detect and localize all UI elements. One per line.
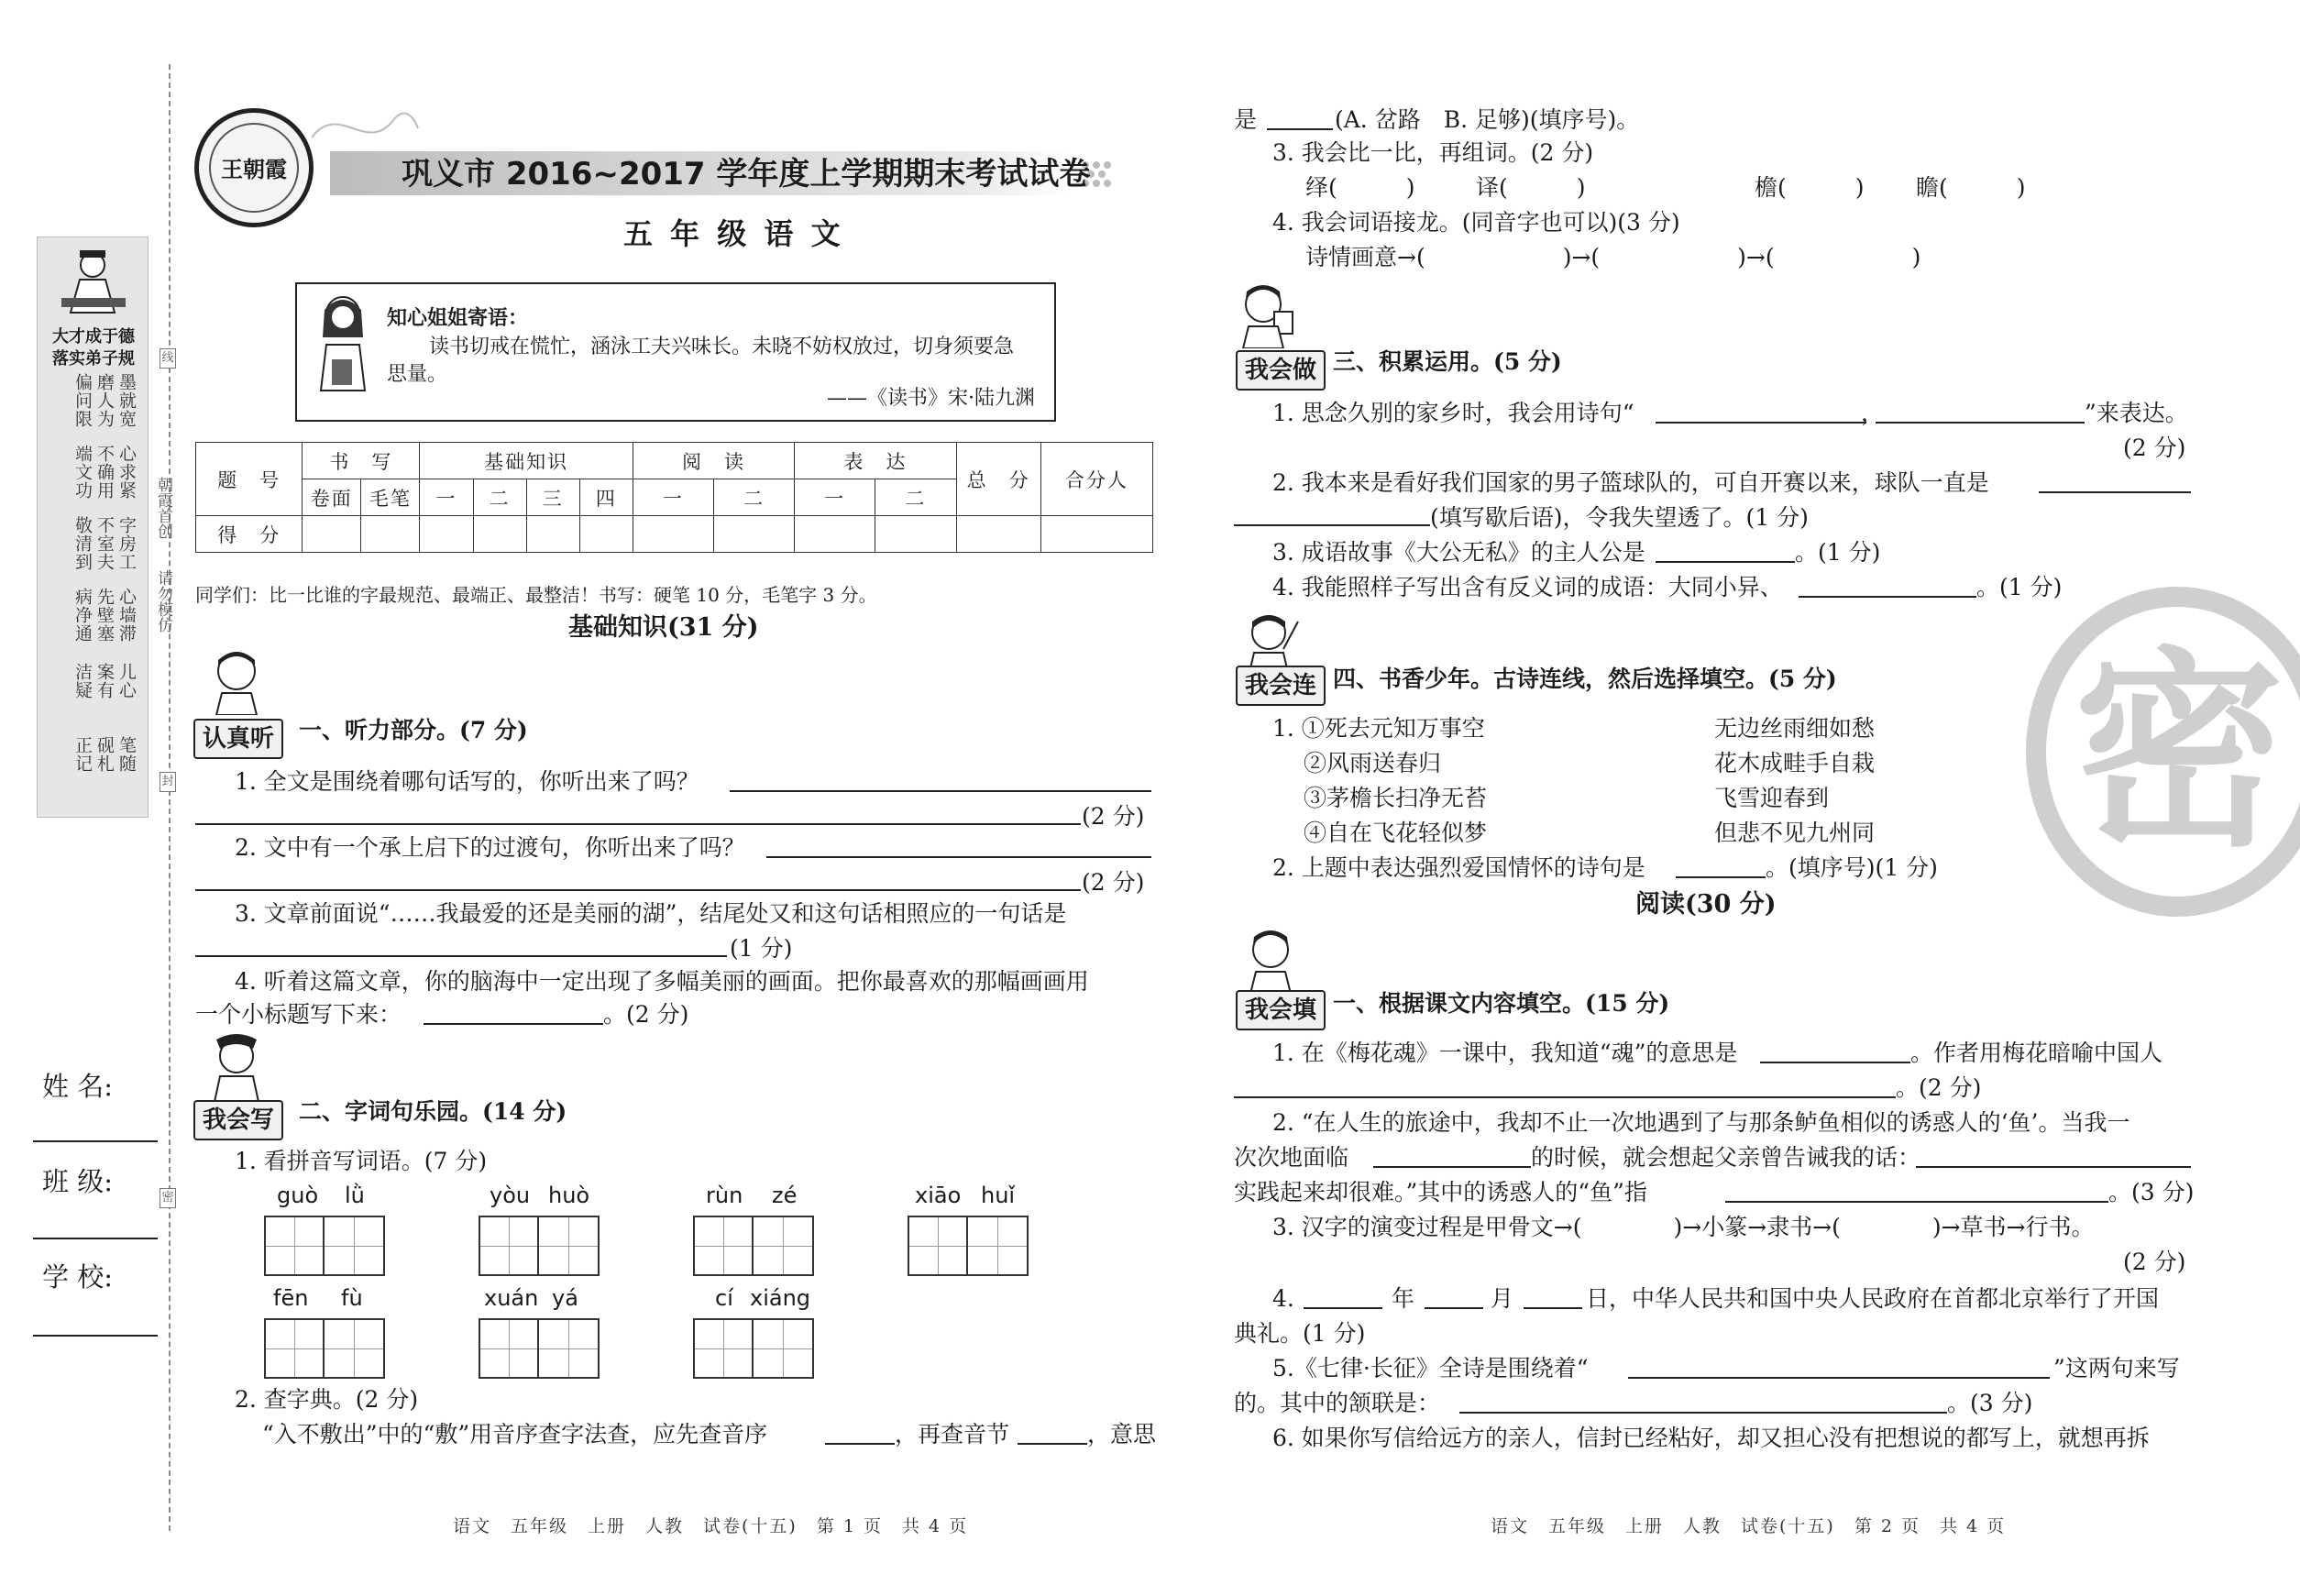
- section-words-title: 二、字词句乐园。(14 分): [299, 1098, 567, 1125]
- writing-grid[interactable]: [479, 1318, 600, 1379]
- answer-line[interactable]: [1916, 1166, 2191, 1168]
- question-r1: 。(2 分): [1896, 1074, 1982, 1101]
- poem-left[interactable]: 1. ①死去元知万事空: [1272, 715, 1485, 742]
- section-accumulate-title: 三、积累运用。(5 分): [1333, 348, 1562, 375]
- seal-mark-secret: 密: [160, 1188, 176, 1208]
- advice-title: 知心姐姐寄语：: [387, 306, 529, 330]
- answer-line[interactable]: [1234, 524, 1430, 526]
- pinyin-label: guò: [277, 1183, 319, 1208]
- answer-line[interactable]: [1459, 1412, 1947, 1414]
- continued-text: 是: [1234, 106, 1258, 133]
- question-1-4-cont: 一个小标题写下来：: [195, 1001, 402, 1028]
- score-cell[interactable]: [420, 516, 473, 553]
- score-header: 合分人: [1040, 443, 1152, 516]
- compare-item: 绎( ): [1305, 174, 1415, 201]
- section-poems-title: 四、书香少年。古诗连线，然后选择填空。(5 分): [1333, 666, 1837, 692]
- motto-column: 字房工: [116, 516, 137, 571]
- question-r5: 的。其中的颔联是：: [1234, 1390, 1441, 1416]
- question-r4: 月: [1491, 1285, 1514, 1312]
- pinyin-label: cí: [715, 1285, 733, 1311]
- section-title-reading: 阅读(30 分): [1635, 890, 1777, 919]
- question-4-2: 2. 上题中表达强烈爱国情怀的诗句是: [1272, 854, 1645, 881]
- score-subheader: 四: [579, 479, 633, 516]
- motto-column: 正记: [72, 736, 93, 773]
- answer-line[interactable]: [1234, 1096, 1896, 1098]
- question-r1: 。作者用梅花暗喻中国人: [1910, 1040, 2163, 1066]
- score-header: 总 分: [956, 443, 1040, 516]
- writing-grid[interactable]: [693, 1216, 814, 1276]
- motto-column: 端文功: [72, 445, 93, 500]
- score-header: 阅 读: [633, 443, 794, 479]
- score-cell[interactable]: [795, 516, 875, 553]
- question-compare: 3. 我会比一比，再组词。(2 分): [1272, 139, 1594, 166]
- section-listening-title: 一、听力部分。(7 分): [299, 717, 528, 743]
- question-r2: 次次地面临: [1234, 1144, 1349, 1171]
- binding-cut-line: [169, 64, 171, 1531]
- answer-line[interactable]: [1760, 1062, 1910, 1063]
- motto-sidebar: [37, 237, 149, 818]
- name-field[interactable]: [33, 1140, 158, 1142]
- dictionary-question: 2. 查字典。(2 分): [235, 1386, 419, 1413]
- score-subheader: 二: [875, 479, 956, 516]
- pinyin-label: xiáng: [750, 1285, 811, 1311]
- question-r3: 3. 汉字的演变过程是甲骨文→( )→小篆→隶书→( )→草书→行书。: [1272, 1214, 2095, 1240]
- question-score: 。(2 分): [603, 1001, 689, 1028]
- compare-item: 檐( ): [1755, 174, 1865, 201]
- motto-column: 病净通: [72, 588, 93, 643]
- motto-column: 先壁塞: [94, 588, 115, 643]
- page-footer-right: 语文 五年级 上册 人教 试卷(十五) 第 2 页 共 4 页: [1491, 1516, 2007, 1536]
- writing-note: 同学们：比一比谁的字最规范、最端正、最整洁！书写：硬笔 10 分，毛笔字 3 分。: [195, 584, 877, 606]
- question-r2: 实践起来却很难。”其中的诱惑人的“鱼”指: [1234, 1179, 1647, 1205]
- question-r1: 1. 在《梅花魂》一课中，我知道“魂”的意思是: [1272, 1040, 1738, 1066]
- poem-right[interactable]: 但悲不见九州同: [1714, 820, 1876, 846]
- score-table: [195, 442, 1153, 553]
- advice-body-1: 读书切戒在慌忙，涵泳工夫兴味长。未晓不妨权放过，切身须要急: [429, 336, 1015, 358]
- score-cell[interactable]: [633, 516, 713, 553]
- answer-line[interactable]: [424, 1023, 603, 1025]
- question-3-3: 。(1 分): [1795, 539, 1881, 566]
- answer-line[interactable]: [1628, 1377, 2050, 1379]
- tag-do: 我会做: [1236, 350, 1326, 391]
- score-header: 基础知识: [420, 443, 633, 479]
- answer-line[interactable]: [766, 856, 1151, 858]
- pinyin-label: huò: [548, 1183, 590, 1208]
- writing-grid[interactable]: [479, 1216, 600, 1276]
- exam-subject: 五 年 级 语 文: [623, 216, 844, 251]
- answer-line[interactable]: [1676, 876, 1766, 878]
- motto-column: 心求紧: [116, 445, 137, 500]
- pinyin-label: xuán: [484, 1285, 539, 1311]
- exam-title: 巩义市 2016~2017 学年度上学期期末考试试卷: [402, 156, 1091, 193]
- answer-line[interactable]: [1725, 1201, 2108, 1203]
- score-subheader: 卷面: [303, 479, 361, 516]
- motto-column: 儿心: [116, 663, 137, 699]
- seal-mark-seal: 封: [160, 772, 176, 792]
- answer-line[interactable]: [1524, 1307, 1582, 1309]
- score-subheader: 毛笔: [361, 479, 420, 516]
- answer-line[interactable]: [1267, 128, 1333, 130]
- question-r4: 年: [1392, 1285, 1415, 1312]
- question-1-2: 2. 文中有一个承上启下的过渡句，你听出来了吗？: [235, 834, 745, 861]
- writing-grid[interactable]: [264, 1318, 385, 1379]
- seal-mark-line: 线: [160, 348, 176, 369]
- poem-right[interactable]: 无边丝雨细如愁: [1714, 715, 1876, 742]
- answer-line[interactable]: [195, 889, 1081, 891]
- page-footer-left: 语文 五年级 上册 人教 试卷(十五) 第 1 页 共 4 页: [453, 1516, 969, 1536]
- answer-line[interactable]: [1373, 1166, 1531, 1168]
- girl-reading-illustration: [306, 290, 380, 400]
- pinyin-label: fù: [341, 1285, 363, 1311]
- poem-right[interactable]: 飞雪迎春到: [1714, 785, 1830, 811]
- score-subheader: 三: [526, 479, 579, 516]
- chain-item: 诗情画意→( )→( )→( ): [1305, 244, 1921, 270]
- question-score: (2 分): [1082, 803, 1145, 830]
- compare-item: 译( ): [1476, 174, 1586, 201]
- question-4-2: 。(填序号)(1 分): [1766, 854, 1938, 881]
- question-chain: 4. 我会词语接龙。(同音字也可以)(3 分): [1272, 209, 1680, 236]
- score-header: 题 号: [196, 443, 303, 516]
- score-subheader: 一: [633, 479, 713, 516]
- pinyin-label: lǜ: [345, 1183, 365, 1208]
- poem-right[interactable]: 花木成畦手自栽: [1714, 750, 1876, 776]
- motto-column: 笔随: [116, 736, 137, 773]
- answer-line[interactable]: [730, 790, 1151, 792]
- publisher-logo-text: 王朝霞: [209, 123, 299, 213]
- motto-column: 案有: [94, 663, 115, 699]
- advice-body-2: 思量。: [387, 363, 448, 386]
- answer-line[interactable]: [1656, 561, 1795, 563]
- writing-grid[interactable]: [693, 1318, 814, 1379]
- answer-line[interactable]: [1799, 596, 1976, 598]
- score-row-label: 得 分: [196, 516, 303, 553]
- section-title-basics: 基础知识(31 分): [568, 613, 759, 642]
- question-1-4: 4. 听着这篇文章，你的脑海中一定出现了多幅美丽的画面。把你最喜欢的那幅画画用: [235, 968, 1089, 995]
- motto-column: 不室夫: [94, 516, 115, 571]
- section-fill-title: 一、根据课文内容填空。(15 分): [1333, 990, 1670, 1017]
- answer-line[interactable]: [195, 955, 727, 957]
- boy-reading-illustration: [1238, 281, 1294, 348]
- writing-grid[interactable]: [908, 1216, 1029, 1276]
- score-cell[interactable]: [956, 516, 1040, 553]
- question-r4: 典礼。(1 分): [1234, 1320, 1366, 1347]
- class-field[interactable]: [33, 1238, 158, 1239]
- question-r5: 5.《七律·长征》全诗是围绕着“: [1272, 1355, 1589, 1381]
- question-r2: 。(3 分): [2108, 1179, 2195, 1205]
- poem-left[interactable]: ④自在飞花轻似梦: [1304, 820, 1488, 846]
- answer-line[interactable]: [1304, 1307, 1382, 1309]
- question-3-1: ”来表达。: [2085, 400, 2188, 426]
- name-label: 姓 名:: [42, 1071, 113, 1102]
- score-cell[interactable]: [875, 516, 956, 553]
- score-cell[interactable]: [579, 516, 633, 553]
- pinyin-label: xiāo: [915, 1183, 962, 1208]
- advice-source: ——《读书》宋·陆九渊: [827, 387, 1035, 410]
- score-cell[interactable]: [526, 516, 579, 553]
- question-r6: 6. 如果你写信给远方的亲人，信封已经粘好，却又担心没有把想说的都写上，就想再拆: [1272, 1425, 2150, 1451]
- score-subheader: 一: [420, 479, 473, 516]
- pinyin-label: rùn: [706, 1183, 743, 1208]
- answer-line[interactable]: [1876, 422, 2085, 424]
- question-r4: 日，中华人民共和国中央人民政府在首都北京举行了开国: [1586, 1285, 2160, 1312]
- answer-line[interactable]: [1425, 1307, 1483, 1309]
- question-1-3: 3. 文章前面说“……我最爱的还是美丽的湖”，结尾处又和这句话相照应的一句话是: [235, 900, 1067, 927]
- question-score: (1 分): [730, 935, 793, 962]
- question-3-2: 2. 我本来是看好我们国家的男子篮球队的，可自开赛以来，球队一直是: [1272, 469, 1989, 496]
- class-label: 班 级:: [42, 1166, 113, 1197]
- scholar-illustration: [58, 247, 129, 322]
- motto-line-1: 大才成于德: [52, 327, 135, 347]
- pinyin-label: yòu: [490, 1183, 531, 1208]
- pinyin-question: 1. 看拼音写词语。(7 分): [235, 1148, 488, 1174]
- score-subheader: 一: [795, 479, 875, 516]
- motto-column: 墨就宽: [116, 373, 137, 428]
- motto-column: 敬清到: [72, 516, 93, 571]
- pinyin-label: zé: [772, 1183, 798, 1208]
- question-3-4: 4. 我能照样子写出含有反义词的成语：大同小异、: [1272, 574, 1783, 600]
- writing-grid[interactable]: [264, 1216, 385, 1276]
- score-cell[interactable]: [361, 516, 420, 553]
- dictionary-question-text: ，意思: [1087, 1421, 1157, 1447]
- motto-column: 磨人为: [94, 373, 115, 428]
- girl-writing-illustration: [209, 1034, 266, 1102]
- question-score: (2 分): [1082, 869, 1145, 896]
- question-3-4: 。(1 分): [1976, 574, 2063, 600]
- copyright-note-2: 请勿模仿: [154, 570, 172, 633]
- ribbon-ornament: [303, 101, 422, 156]
- dictionary-question-text: ，再查音节: [895, 1421, 1010, 1447]
- question-r5: 。(3 分): [1947, 1390, 2033, 1416]
- school-field[interactable]: [33, 1335, 158, 1337]
- tag-fill: 我会填: [1236, 990, 1326, 1030]
- question-r5: ”这两句来写: [2053, 1355, 2180, 1381]
- motto-column: 偏问限: [72, 373, 93, 428]
- tag-write: 我会写: [193, 1100, 283, 1140]
- score-cell[interactable]: [714, 516, 795, 553]
- answer-line[interactable]: [1018, 1443, 1087, 1445]
- copyright-note-1: 朝霞首创: [154, 477, 172, 539]
- question-1-1: 1. 全文是围绕着哪句话写的，你听出来了吗？: [235, 768, 699, 795]
- boy-thinking-illustration: [1243, 926, 1300, 994]
- question-r4: 4.: [1272, 1285, 1294, 1312]
- question-r2: 2. “在人生的旅途中，我却不止一次地遇到了与那条鲈鱼相似的诱惑人的‘鱼’。当我一: [1272, 1109, 2130, 1136]
- score-subheader: 二: [473, 479, 526, 516]
- motto-column: 不确用: [94, 445, 115, 500]
- answer-line[interactable]: [195, 823, 1081, 825]
- question-score: (2 分): [2123, 435, 2186, 461]
- answer-line[interactable]: [1656, 422, 1866, 424]
- question-3-1: ，: [1861, 400, 1885, 426]
- motto-line-2: 落实弟子规: [52, 349, 135, 369]
- motto-column: 心墙滞: [116, 588, 137, 643]
- dictionary-question-text: “入不敷出”中的“敷”用音序查字法查，应先查音序: [262, 1421, 768, 1447]
- score-header: 表 达: [795, 443, 956, 479]
- question-3-2: (填写歇后语)，令我失望透了。(1 分): [1430, 504, 1809, 531]
- pinyin-label: fēn: [273, 1285, 309, 1311]
- motto-column: 洁疑: [72, 663, 93, 699]
- score-cell[interactable]: [473, 516, 526, 553]
- compare-item: 瞻( ): [1916, 174, 2026, 201]
- score-subheader: 二: [714, 479, 795, 516]
- motto-column: 砚札: [94, 736, 115, 773]
- secret-seal-text: 密: [2074, 628, 2285, 875]
- pinyin-label: yá: [552, 1285, 578, 1311]
- question-3-3: 3. 成语故事《大公无私》的主人公是: [1272, 539, 1645, 566]
- tag-listen: 认真听: [193, 719, 283, 759]
- answer-line[interactable]: [825, 1443, 895, 1445]
- question-score: (2 分): [2123, 1249, 2186, 1275]
- poem-left[interactable]: ②风雨送春归: [1304, 750, 1442, 776]
- score-header: 书 写: [303, 443, 420, 479]
- continued-text: (A. 岔路 B. 足够)(填序号)。: [1335, 106, 1640, 133]
- answer-line[interactable]: [2039, 491, 2191, 493]
- score-cell[interactable]: [1040, 516, 1152, 553]
- school-label: 学 校:: [42, 1261, 113, 1293]
- score-cell[interactable]: [303, 516, 361, 553]
- question-3-1: 1. 思念久别的家乡时，我会用诗句“: [1272, 400, 1634, 426]
- pinyin-label: huǐ: [981, 1183, 1016, 1208]
- poem-left[interactable]: ③茅檐长扫净无苔: [1304, 785, 1488, 811]
- tag-connect: 我会连: [1236, 666, 1326, 706]
- boy-listening-illustration: [209, 647, 266, 715]
- question-r2: 的时候，就会想起父亲曾告诫我的话：: [1531, 1144, 1921, 1171]
